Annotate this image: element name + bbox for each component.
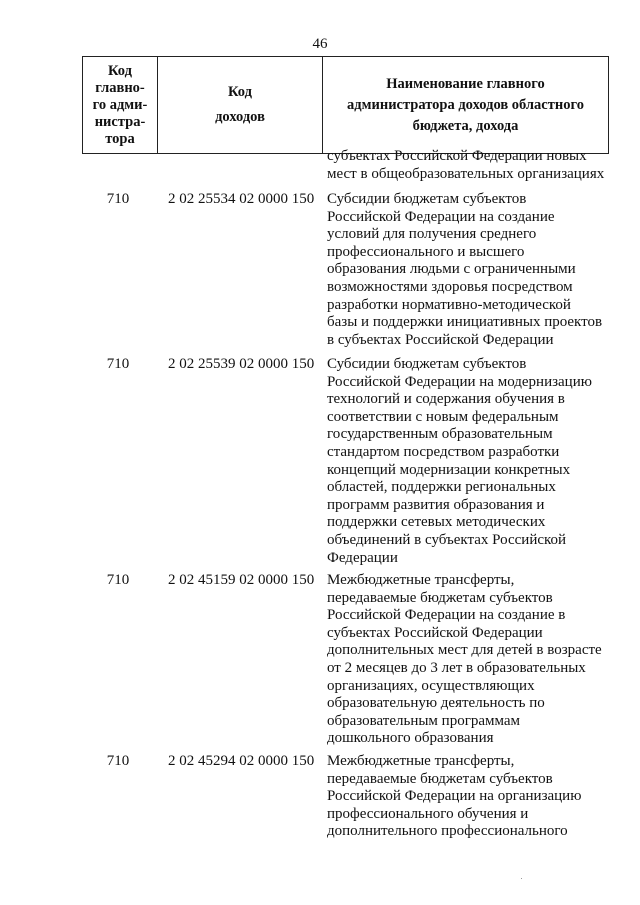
text-line: Федерации: [327, 549, 398, 566]
header-income-code: [158, 57, 323, 154]
header-name-line: бюджета, дохода: [412, 117, 519, 134]
text-line: в субъектах Российской Федерации: [327, 331, 554, 348]
header-admin-code-line: го адми-: [92, 96, 148, 113]
income-code-cell: 2 02 45159 02 0000 150: [168, 572, 315, 588]
header-admin-code-line: нистра-: [94, 113, 146, 130]
text-line: от 2 месяцев до 3 лет в образовательных: [327, 659, 586, 676]
header-income-code-line: доходов: [215, 109, 265, 125]
table-header: [82, 56, 609, 154]
text-line: Российской Федерации на организацию: [327, 788, 582, 805]
text-line: Российской Федерации на создание в: [327, 607, 566, 624]
name-cell: [327, 191, 617, 349]
income-code-cell: 2 02 25539 02 0000 150: [168, 356, 315, 372]
text-line: технологий и содержания обучения в: [327, 391, 565, 408]
text-line: разработки нормативно-методической: [327, 296, 571, 313]
header-admin-code: [83, 57, 158, 154]
text-line: дошкольного образования: [327, 730, 494, 747]
text-line: программ развития образования и: [327, 496, 545, 513]
page-number: 46: [312, 36, 328, 52]
admin-code-cell: 710: [106, 753, 130, 769]
name-cell: [327, 753, 617, 841]
text-line: Российской Федерации на создание: [327, 208, 555, 225]
text-line: Российской Федерации на модернизацию: [327, 373, 592, 390]
header-admin-code-line: главно-: [95, 79, 145, 96]
text-line: образовательным программам: [327, 712, 521, 729]
text-line: объединений в субъектах Российской: [327, 531, 567, 548]
text-line: профессионального и высшего: [327, 243, 525, 260]
text-line: образовательную деятельность по: [327, 695, 545, 712]
text-line: стандартом посредством разработки: [327, 443, 560, 460]
text-line: дополнительного профессионального: [327, 823, 568, 840]
text-line: передаваемые бюджетам субъектов: [327, 589, 553, 606]
header-income-code-line: Код: [228, 84, 252, 100]
header-admin-code-line: Код: [108, 62, 132, 79]
text-line: организациях, осуществляющих: [327, 677, 535, 694]
text-line: соответствии с новым федеральным: [327, 408, 559, 425]
text-line: Субсидии бюджетам субъектов: [327, 191, 527, 207]
name-cell: [327, 356, 617, 567]
text-line: Межбюджетные трансферты,: [327, 753, 515, 769]
income-code-cell: 2 02 25534 02 0000 150: [168, 191, 315, 207]
text-line: мест в общеобразовательных организациях: [327, 165, 605, 182]
text-line: субъектах Российской Федерации новых: [327, 148, 587, 164]
text-line: областей, поддержки региональных: [327, 479, 556, 496]
header-admin-code-line: тора: [105, 130, 135, 147]
text-line: дополнительных мест для детей в возрасте: [327, 642, 602, 659]
text-line: профессионального обучения и: [327, 805, 529, 822]
header-name-line: администратора доходов областного: [347, 96, 584, 113]
text-line: субъектах Российской Федерации: [327, 624, 543, 641]
continuation-text: [327, 148, 617, 183]
admin-code-cell: 710: [106, 191, 130, 207]
admin-code-cell: 710: [106, 356, 130, 372]
text-line: концепций модернизации конкретных: [327, 461, 571, 478]
text-line: государственным образовательным: [327, 426, 553, 443]
header-name: [323, 57, 609, 154]
text-line: возможностями здоровья посредством: [327, 278, 573, 295]
text-line: базы и поддержки инициативных проектов: [327, 314, 603, 331]
scan-speck: [521, 878, 522, 879]
income-code-cell: 2 02 45294 02 0000 150: [168, 753, 315, 769]
text-line: Субсидии бюджетам субъектов: [327, 356, 527, 372]
admin-code-cell: 710: [106, 572, 130, 588]
name-cell: [327, 572, 617, 748]
header-name-line: Наименование главного: [386, 75, 545, 92]
text-line: Межбюджетные трансферты,: [327, 572, 515, 588]
text-line: поддержки сетевых методических: [327, 514, 546, 531]
text-line: условий для получения среднего: [327, 226, 537, 243]
text-line: передаваемые бюджетам субъектов: [327, 770, 553, 787]
text-line: образования людьми с ограниченными: [327, 261, 576, 278]
